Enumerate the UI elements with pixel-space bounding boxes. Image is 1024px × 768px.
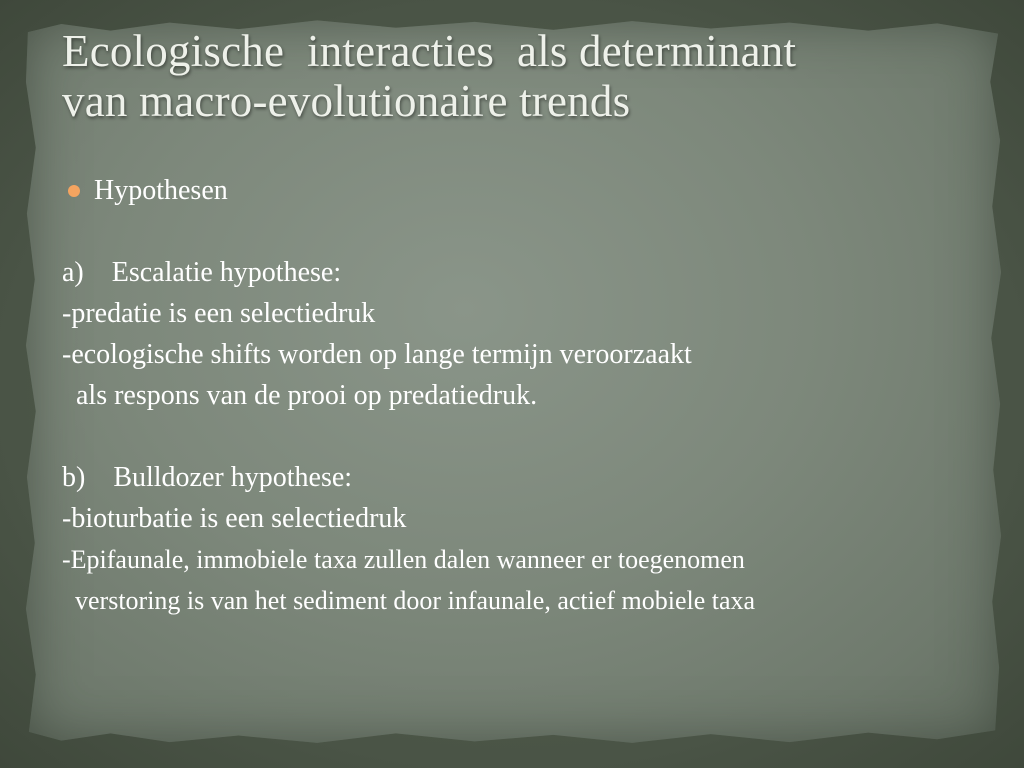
hypothesis-a-line-3: als respons van de prooi op predatiedruk. (62, 380, 538, 411)
hypothesis-a-line-1: -predatie is een selectiedruk (62, 298, 376, 329)
bullet-icon (68, 185, 80, 197)
title-line-1: Ecologische interacties als determinant (62, 26, 797, 76)
hypothesis-b-line-3: verstoring is van het sediment door infaunale, actief mobiele taxa (62, 586, 756, 615)
hypothesis-a-heading: a) Escalatie hypothese: (62, 257, 342, 288)
slide-body (62, 170, 1002, 621)
spacer (62, 211, 1002, 252)
spacer (62, 416, 1002, 457)
hypothesis-b-line-2: -Epifaunale, immobiele taxa zullen dalen wanneer er toegenomen (62, 545, 745, 574)
hypothesis-a-line-2: -ecologische shifts worden op lange termijn veroorzaakt (62, 339, 692, 370)
bullet-item (62, 170, 1002, 211)
title-line-2: van macro-evolutionaire trends (62, 76, 631, 126)
slide-title (62, 26, 982, 126)
hypothesis-b-heading: b) Bulldozer hypothese: (62, 462, 353, 493)
bullet-text: Hypothesen (94, 175, 228, 206)
hypothesis-b-line-1: -bioturbatie is een selectiedruk (62, 503, 407, 534)
